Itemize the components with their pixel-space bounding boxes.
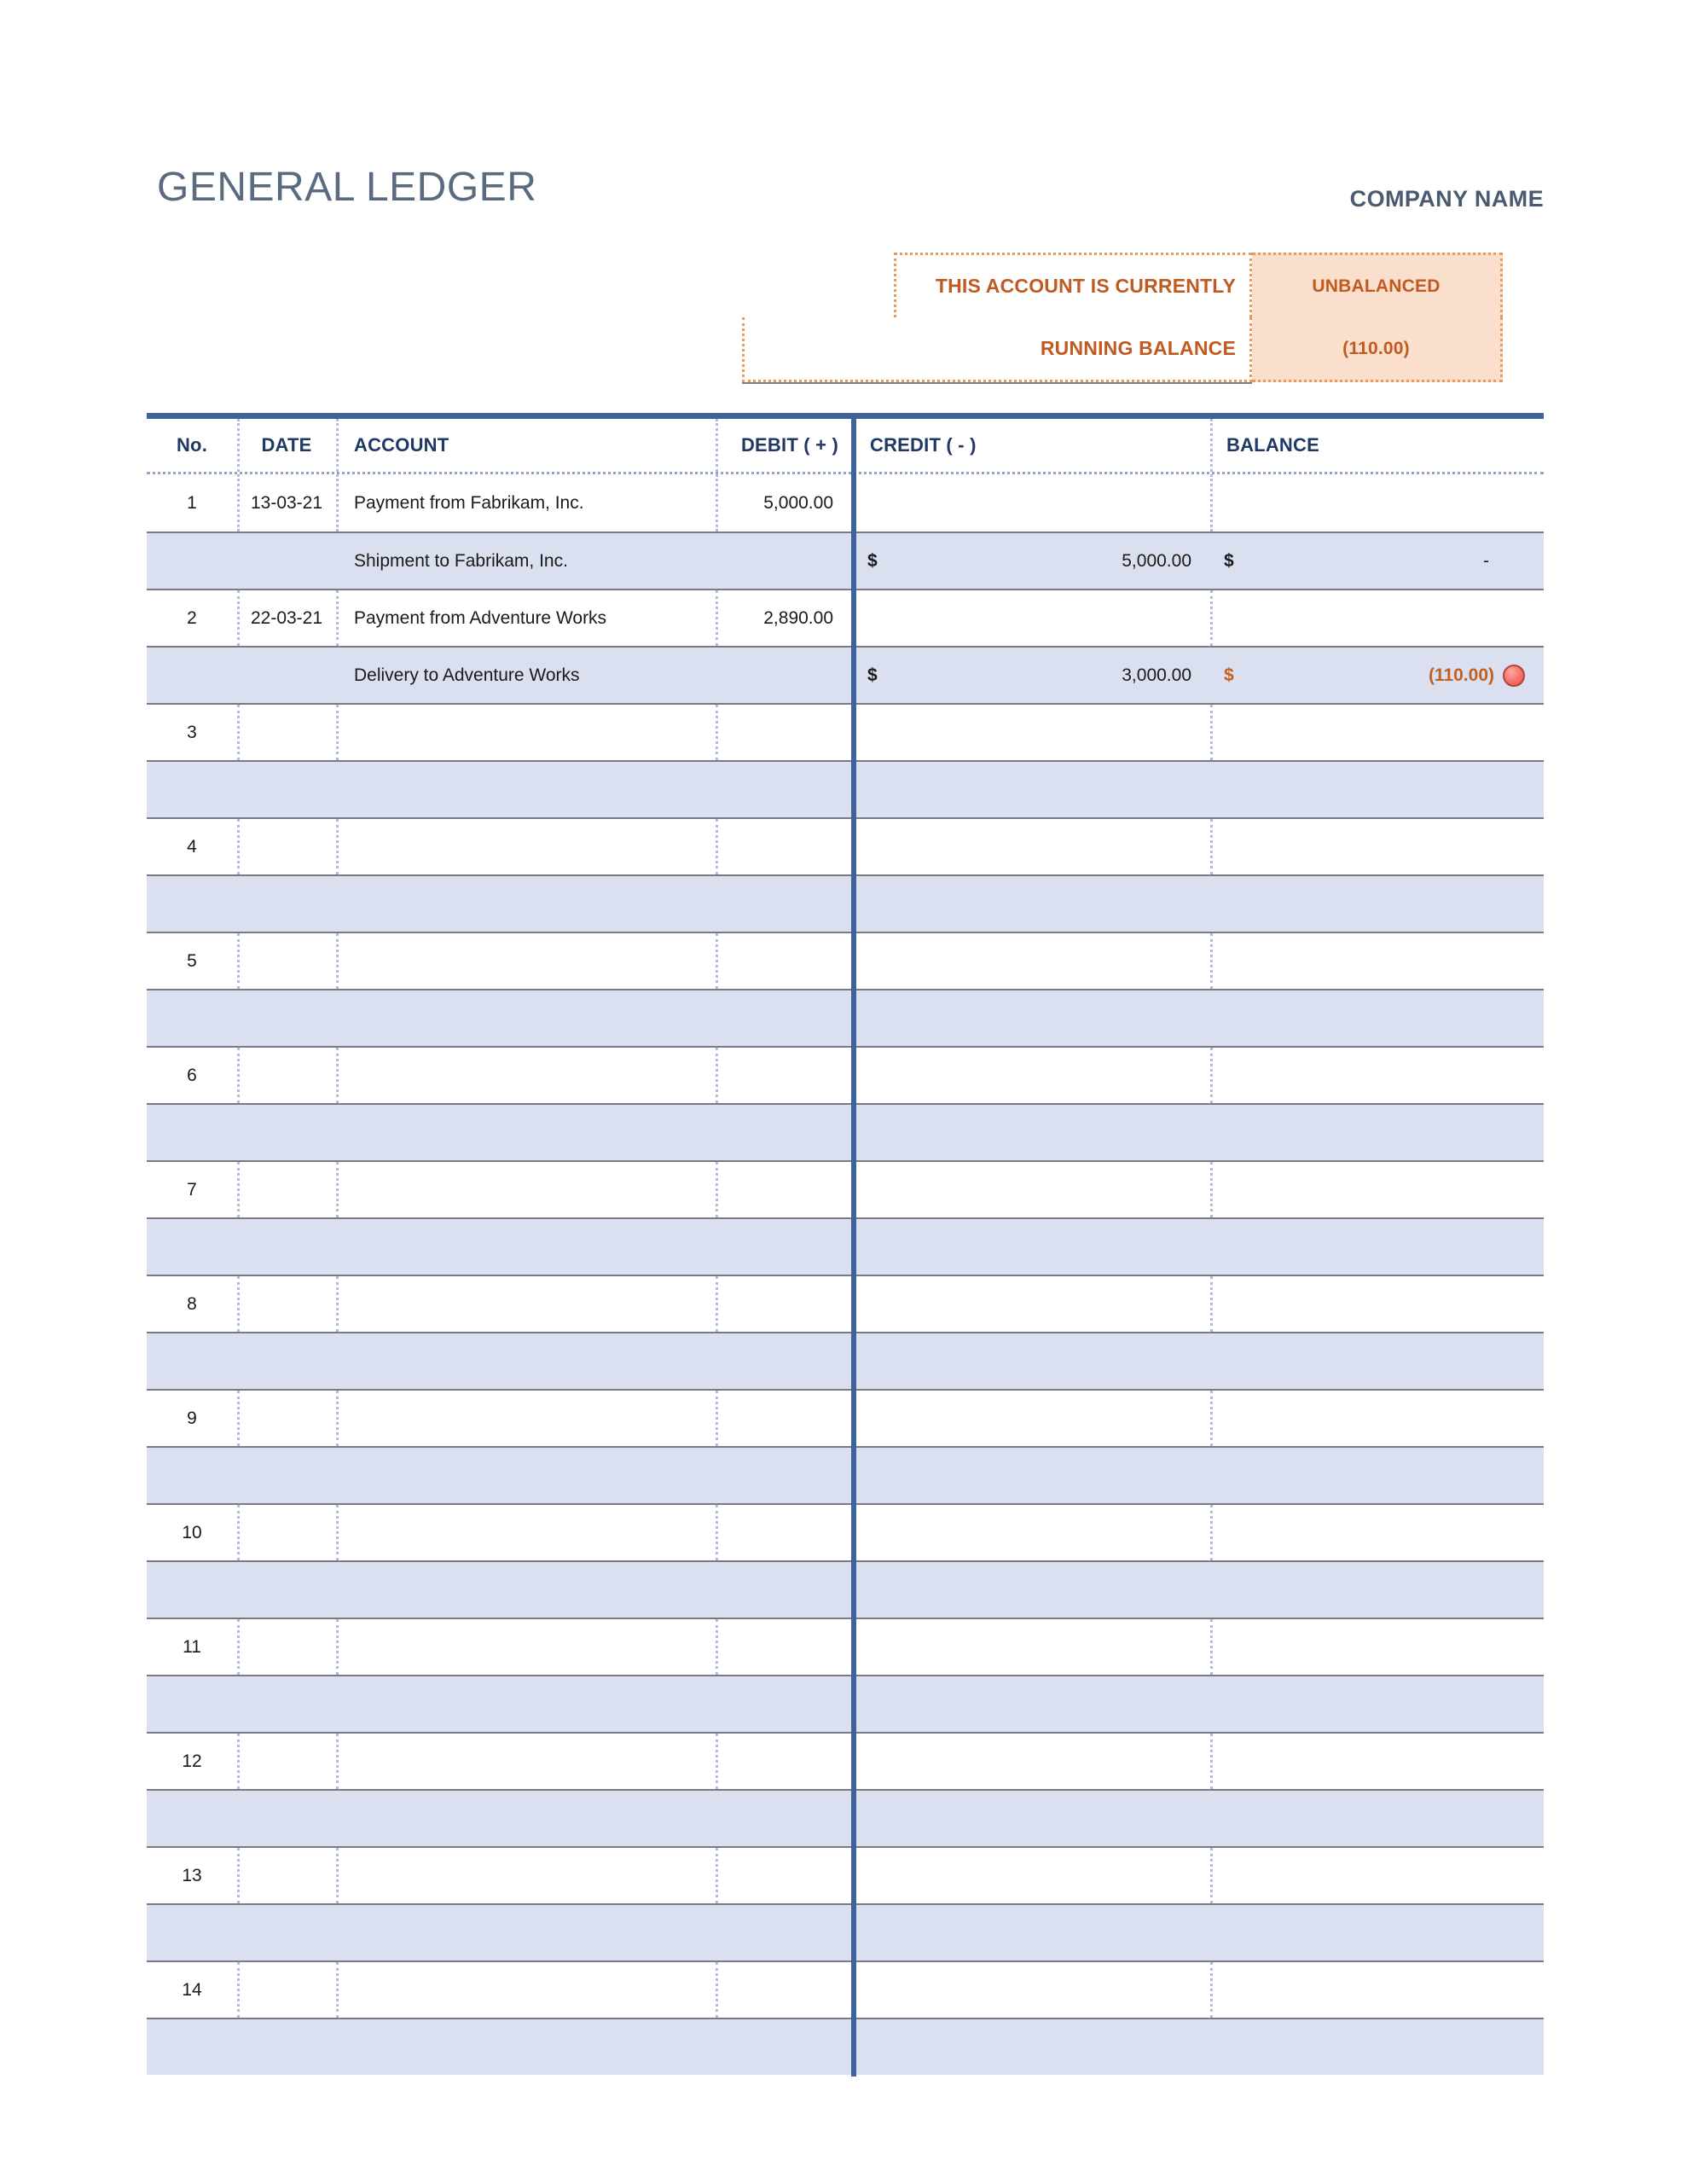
date-cell[interactable] (237, 1333, 336, 1389)
balance-cell[interactable] (1210, 1105, 1544, 1160)
balance-cell[interactable] (1210, 1676, 1544, 1732)
credit-cell[interactable] (854, 1676, 1210, 1732)
table-row[interactable] (147, 1732, 1544, 1789)
column-header-no: No. (176, 434, 208, 456)
credit-cell[interactable] (854, 474, 1210, 531)
account-cell[interactable]: Delivery to Adventure Works (354, 665, 580, 685)
row-number-cell (147, 1333, 237, 1389)
balance-cell[interactable] (1210, 705, 1544, 760)
table-row[interactable] (147, 589, 1544, 646)
balance-cell[interactable] (1210, 1848, 1544, 1903)
credit-cell[interactable] (854, 1734, 1210, 1789)
balance-cell[interactable] (1210, 1276, 1544, 1332)
column-header-debit: DEBIT ( + ) (716, 419, 854, 472)
account-cell[interactable] (336, 933, 716, 989)
debit-cell[interactable] (716, 1448, 854, 1503)
credit-cell[interactable] (854, 1448, 1210, 1503)
balance-cell[interactable] (1210, 762, 1544, 817)
table-row[interactable] (147, 703, 1544, 760)
balance-cell[interactable] (1210, 1734, 1544, 1789)
debit-cell[interactable] (716, 990, 854, 1046)
date-cell[interactable] (237, 1619, 336, 1675)
row-number-cell: 8 (187, 1293, 197, 1314)
account-cell[interactable] (336, 1162, 716, 1217)
debit-cell[interactable] (716, 705, 854, 760)
balance-cell[interactable] (1210, 1162, 1544, 1217)
row-number-cell (147, 1791, 237, 1846)
credit-cell[interactable] (854, 876, 1210, 932)
row-number-cell: 6 (187, 1065, 197, 1085)
date-cell[interactable] (237, 533, 336, 589)
column-header-account: ACCOUNT (336, 419, 716, 472)
balance-cell-currency: $ (1224, 665, 1234, 685)
date-cell[interactable]: 13-03-21 (237, 474, 336, 531)
page-title: GENERAL LEDGER (157, 165, 537, 210)
date-cell[interactable] (237, 1676, 336, 1732)
row-number-cell (147, 1448, 237, 1503)
balance-cell-amount (1483, 551, 1525, 572)
balance-cell[interactable] (1210, 1048, 1544, 1103)
account-status-row (894, 253, 1503, 317)
row-number-cell: 13 (182, 1865, 202, 1885)
date-cell[interactable] (237, 1105, 336, 1160)
credit-cell-text: 3,000.00 (1122, 665, 1191, 685)
table-row[interactable] (147, 874, 1544, 932)
account-cell[interactable] (336, 990, 716, 1046)
date-cell[interactable] (237, 1448, 336, 1503)
row-number-cell: 7 (187, 1179, 197, 1199)
debit-cell[interactable] (716, 1562, 854, 1618)
debit-cell[interactable] (716, 648, 854, 703)
column-header-balance: BALANCE (1210, 419, 1544, 472)
table-row[interactable] (147, 474, 1544, 531)
status-panel-underline (742, 382, 1252, 384)
debit-cell[interactable] (716, 533, 854, 589)
account-cell[interactable] (336, 1105, 716, 1160)
account-cell[interactable] (336, 705, 716, 760)
debit-cell[interactable] (716, 1219, 854, 1275)
column-header-date: DATE (237, 419, 336, 472)
balance-cell[interactable] (1210, 1619, 1544, 1675)
credit-cell[interactable] (854, 1162, 1210, 1217)
date-cell[interactable] (237, 1905, 336, 1960)
table-row[interactable] (147, 817, 1544, 874)
account-cell[interactable] (336, 1219, 716, 1275)
debit-cell[interactable] (716, 1333, 854, 1389)
credit-cell[interactable] (854, 762, 1210, 817)
table-row[interactable] (147, 646, 1544, 703)
date-cell[interactable] (237, 1562, 336, 1618)
table-row[interactable] (147, 2018, 1544, 2075)
balance-cell[interactable] (1210, 1219, 1544, 1275)
row-number-cell: 3 (187, 722, 197, 742)
credit-cell[interactable] (854, 990, 1210, 1046)
debit-cell[interactable] (716, 1619, 854, 1675)
credit-cell[interactable] (854, 819, 1210, 874)
balance-cell[interactable] (1210, 474, 1544, 531)
date-cell[interactable] (237, 1791, 336, 1846)
date-cell[interactable] (237, 819, 336, 874)
credit-cell[interactable] (854, 2019, 1210, 2075)
account-cell[interactable] (336, 1676, 716, 1732)
table-row[interactable] (147, 1046, 1544, 1103)
table-row[interactable] (147, 1503, 1544, 1560)
table-row[interactable] (147, 1446, 1544, 1503)
balance-cell[interactable] (1210, 819, 1544, 874)
account-cell[interactable] (336, 1448, 716, 1503)
account-cell[interactable] (336, 1962, 716, 2018)
balance-cell[interactable] (1210, 1505, 1544, 1560)
credit-cell[interactable] (854, 1905, 1210, 1960)
credit-cell[interactable] (854, 1105, 1210, 1160)
balance-cell[interactable] (1210, 1562, 1544, 1618)
debit-cell[interactable] (716, 1905, 854, 1960)
row-number-cell: 2 (187, 607, 197, 628)
account-cell[interactable] (336, 1905, 716, 1960)
balance-cell[interactable] (1210, 648, 1544, 703)
date-cell[interactable] (237, 762, 336, 817)
balance-cell[interactable] (1210, 1448, 1544, 1503)
table-header-row (147, 419, 1544, 474)
date-cell[interactable] (237, 1162, 336, 1217)
account-cell[interactable]: Payment from Adventure Works (336, 590, 716, 646)
table-row[interactable] (147, 760, 1544, 817)
credit-cell[interactable] (854, 1848, 1210, 1903)
credit-cell-amount (1122, 665, 1191, 686)
company-name: COMPANY NAME (1349, 186, 1544, 212)
date-cell[interactable] (237, 1962, 336, 2018)
account-cell[interactable] (336, 1734, 716, 1789)
date-cell[interactable] (237, 1734, 336, 1789)
credit-cell[interactable] (854, 590, 1210, 646)
balance-cell[interactable] (1210, 876, 1544, 932)
balance-cell[interactable] (1210, 1905, 1544, 1960)
date-cell[interactable] (237, 705, 336, 760)
table-row[interactable] (147, 932, 1544, 989)
debit-cell[interactable] (716, 1848, 854, 1903)
balance-cell-text: - (1483, 550, 1489, 571)
date-cell[interactable] (237, 1276, 336, 1332)
debit-cell[interactable] (716, 1505, 854, 1560)
account-status-label: THIS ACCOUNT IS CURRENTLY (894, 253, 1252, 317)
credit-cell-currency: $ (867, 665, 878, 685)
debit-cell[interactable] (716, 1734, 854, 1789)
debit-cell[interactable] (716, 762, 854, 817)
table-row[interactable] (147, 1618, 1544, 1675)
table-row[interactable] (147, 1332, 1544, 1389)
balance-cell[interactable] (1210, 1333, 1544, 1389)
row-number-cell (147, 990, 237, 1046)
row-number-cell (147, 648, 237, 703)
credit-cell[interactable] (854, 1219, 1210, 1275)
row-number-cell: 11 (183, 1636, 201, 1657)
account-status-value: UNBALANCED (1252, 253, 1503, 317)
table-row[interactable] (147, 1103, 1544, 1160)
date-cell[interactable] (237, 1391, 336, 1446)
table-row[interactable] (147, 1560, 1544, 1618)
balance-cell[interactable] (1210, 933, 1544, 989)
date-cell[interactable] (237, 876, 336, 932)
debit-cell[interactable] (716, 1105, 854, 1160)
row-number-cell (147, 1219, 237, 1275)
table-row[interactable] (147, 1960, 1544, 2018)
row-number-cell: 9 (187, 1408, 197, 1428)
table-row[interactable] (147, 1846, 1544, 1903)
credit-cell[interactable] (854, 933, 1210, 989)
date-cell[interactable] (237, 990, 336, 1046)
table-row[interactable] (147, 531, 1544, 589)
debit-cell[interactable] (716, 1676, 854, 1732)
account-cell[interactable] (336, 819, 716, 874)
debit-cell[interactable] (716, 2019, 854, 2075)
account-cell[interactable]: Shipment to Fabrikam, Inc. (354, 550, 568, 571)
credit-cell[interactable] (854, 648, 1210, 703)
balance-cell[interactable] (1210, 590, 1544, 646)
credit-cell[interactable] (854, 1276, 1210, 1332)
account-cell[interactable] (336, 1048, 716, 1103)
credit-cell-amount (1122, 551, 1191, 572)
table-row[interactable] (147, 1903, 1544, 1960)
debit-cell[interactable] (716, 1162, 854, 1217)
table-top-rule (147, 413, 1544, 419)
table-row[interactable] (147, 1275, 1544, 1332)
credit-cell[interactable] (854, 1562, 1210, 1618)
credit-cell[interactable] (854, 1048, 1210, 1103)
balance-cell-amount (1429, 665, 1525, 687)
table-row[interactable] (147, 1389, 1544, 1446)
balance-cell[interactable] (1210, 1791, 1544, 1846)
table-row[interactable] (147, 1675, 1544, 1732)
row-number-cell: 12 (182, 1751, 202, 1771)
row-number-cell: 4 (187, 836, 197, 857)
credit-cell-text: 5,000.00 (1122, 550, 1191, 571)
account-cell[interactable] (336, 1391, 716, 1446)
running-balance-value: (110.00) (1252, 317, 1503, 382)
credit-cell[interactable] (854, 533, 1210, 589)
credit-cell[interactable] (854, 1962, 1210, 2018)
debit-cell[interactable] (716, 1048, 854, 1103)
debit-cell[interactable] (716, 1791, 854, 1846)
account-cell[interactable] (336, 876, 716, 932)
date-cell[interactable] (237, 648, 336, 703)
account-cell[interactable] (336, 1791, 716, 1846)
running-balance-label: RUNNING BALANCE (742, 317, 1252, 382)
ledger-table (147, 413, 1544, 2075)
debit-cell[interactable] (716, 819, 854, 874)
credit-cell[interactable] (854, 1619, 1210, 1675)
balance-cell-text: (110.00) (1428, 665, 1494, 685)
table-row[interactable] (147, 1789, 1544, 1846)
date-cell[interactable] (237, 1505, 336, 1560)
row-number-cell: 5 (187, 950, 197, 971)
row-number-cell (147, 1105, 237, 1160)
balance-cell[interactable] (1210, 1962, 1544, 2018)
table-row[interactable] (147, 989, 1544, 1046)
credit-cell[interactable] (854, 1391, 1210, 1446)
date-cell[interactable] (237, 1848, 336, 1903)
account-cell[interactable] (336, 1562, 716, 1618)
account-cell[interactable] (336, 762, 716, 817)
credit-cell-currency: $ (867, 550, 878, 571)
debit-cell[interactable]: 5,000.00 (716, 474, 854, 531)
account-cell[interactable]: Payment from Fabrikam, Inc. (336, 474, 716, 531)
debit-cell[interactable] (716, 1391, 854, 1446)
debit-cell[interactable]: 2,890.00 (716, 590, 854, 646)
credit-cell[interactable] (854, 1791, 1210, 1846)
date-cell[interactable]: 22-03-21 (237, 590, 336, 646)
debit-cell[interactable] (716, 933, 854, 989)
balance-cell[interactable] (1210, 2019, 1544, 2075)
row-number-cell (147, 876, 237, 932)
balance-cell[interactable] (1210, 990, 1544, 1046)
debit-cell[interactable] (716, 876, 854, 932)
table-row[interactable] (147, 1160, 1544, 1217)
table-row[interactable] (147, 1217, 1544, 1275)
account-cell[interactable] (336, 1505, 716, 1560)
running-balance-row (742, 317, 1503, 382)
row-number-cell: 10 (182, 1522, 202, 1542)
account-cell[interactable] (336, 1276, 716, 1332)
unbalanced-indicator-icon (1503, 665, 1525, 687)
row-number-cell (147, 762, 237, 817)
row-number-cell: 1 (187, 492, 197, 513)
table-body (147, 474, 1544, 2075)
balance-cell[interactable] (1210, 533, 1544, 589)
credit-cell[interactable] (854, 705, 1210, 760)
row-number-cell (147, 1676, 237, 1732)
debit-cell[interactable] (716, 1962, 854, 2018)
account-cell[interactable] (336, 1619, 716, 1675)
row-number-cell (147, 2019, 237, 2075)
account-cell[interactable] (336, 1333, 716, 1389)
date-cell[interactable] (237, 2019, 336, 2075)
row-number-cell: 14 (182, 1979, 202, 2000)
account-cell[interactable] (336, 2019, 716, 2075)
date-cell[interactable] (237, 933, 336, 989)
column-header-credit: CREDIT ( - ) (854, 419, 1210, 472)
credit-cell[interactable] (854, 1505, 1210, 1560)
date-cell[interactable] (237, 1048, 336, 1103)
row-number-cell (147, 533, 237, 589)
row-number-cell (147, 1562, 237, 1618)
credit-cell[interactable] (854, 1333, 1210, 1389)
balance-cell-currency: $ (1224, 550, 1234, 571)
row-number-cell (147, 1905, 237, 1960)
debit-cell[interactable] (716, 1276, 854, 1332)
date-cell[interactable] (237, 1219, 336, 1275)
balance-cell[interactable] (1210, 1391, 1544, 1446)
account-cell[interactable] (336, 1848, 716, 1903)
